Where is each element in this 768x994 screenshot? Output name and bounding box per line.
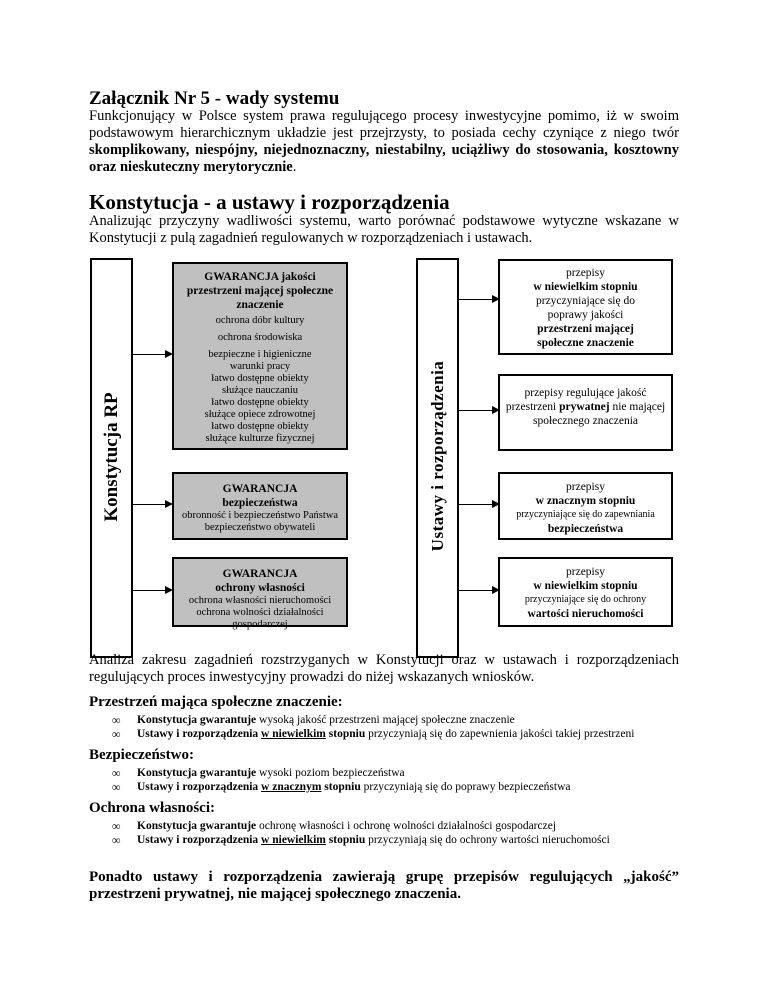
rule-private-bold: prywatnej <box>559 401 610 413</box>
list-item-underline: w niewielkim <box>261 728 326 740</box>
rule-property-subject: wartości nieruchomości <box>527 608 644 620</box>
arrow-to-property <box>133 590 171 591</box>
rule-property-text: przyczyniające się do ochrony <box>524 594 647 605</box>
list-item <box>89 819 679 833</box>
list-item-text: wysoką jakość przestrzeni mającej społeczne znaczenie <box>256 714 515 726</box>
rule-space-subject: przestrzeni mającej społeczne znaczenie <box>537 323 634 349</box>
guarantee-space-item: ochrona środowiska <box>217 332 303 343</box>
list-item-bold: stopniu <box>328 834 366 846</box>
ustawy-label: Ustawy i rozporządzenia <box>428 360 447 552</box>
subsection-title-property: Ochrona własności: <box>89 800 215 816</box>
rule-safety-degree: w znacznym stopniu <box>535 495 636 507</box>
section-title: Konstytucja - a ustawy i rozporządzenia <box>89 190 450 214</box>
list-item-bold: stopniu <box>328 728 366 740</box>
rule-space-text: przyczyniające się do poprawy jakości <box>536 295 635 321</box>
arrow-to-rule-2 <box>459 410 498 411</box>
list-item-bold: Konstytucja gwarantuje <box>137 714 257 726</box>
rule-space-degree: w niewielkim stopniu <box>533 281 638 293</box>
guarantee-property-item: ochrona wolności działalności gospodarczej <box>196 607 324 630</box>
list-item-underline: w znacznym <box>261 781 322 793</box>
guarantee-box-space <box>172 262 348 450</box>
list-item <box>89 727 679 741</box>
subsection-title-space: Przestrzeń mająca społeczne znaczenie: <box>89 694 343 710</box>
guarantee-space-item: łatwo dostępne obiekty służące opiece zdrowotnej <box>204 397 316 420</box>
list-item <box>89 833 679 847</box>
list-item-text: przyczyniają się do poprawy bezpieczeństwa <box>360 781 571 793</box>
guarantee-space-item: łatwo dostępne obiekty służące nauczaniu <box>211 373 309 396</box>
rule-box-space <box>498 259 673 355</box>
rule-space-text: przepisy <box>566 267 605 279</box>
guarantee-space-item: łatwo dostępne obiekty służące kulturze fizycznej <box>205 421 315 444</box>
arrow-to-rule-3 <box>459 504 498 505</box>
rule-safety-text: przyczyniające się do zapewniania <box>516 509 655 520</box>
guarantee-space-title: GWARANCJA jakości przestrzeni mającej społeczne znaczenie <box>186 271 334 311</box>
rule-box-property <box>498 557 673 627</box>
conclusion-paragraph: Ponadto ustawy i rozporządzenia zawierają grupę przepisów regulujących „jakość” przestrzeni prywatnej, nie mającej społecznego znaczenia. <box>89 869 679 902</box>
rule-private-text: nie mającej społecznego znaczenia <box>532 401 666 427</box>
rule-safety-subject: bezpieczeństwa <box>547 523 624 535</box>
guarantee-box-property <box>172 557 348 630</box>
list-item-underline: w niewielkim <box>261 834 326 846</box>
rule-private-text: przepisy regulujące jakość przestrzeni <box>505 387 647 413</box>
list-item-bold: Ustawy i rozporządzenia <box>137 728 259 740</box>
list-item-bold: Konstytucja gwarantuje <box>137 820 257 832</box>
arrow-to-safety <box>133 504 171 505</box>
list-item <box>89 780 679 794</box>
list-item <box>89 766 679 780</box>
intro-text: Funkcjonujący w Polsce system prawa regulującego procesy inwestycyjne pomimo, iż w swoim podstawowym hierarchicznym układzie jest przejrzysty, to posiada cechy czyniące z niego twór <box>89 108 679 141</box>
arrow-to-rule-1 <box>459 299 498 300</box>
subsection-title-safety: Bezpieczeństwo: <box>89 747 194 763</box>
section-intro: Analizując przyczyny wadliwości systemu, warto porównać podstawowe wytyczne wskazane w Konstytucji z pulą zagadnień regulowanych w rozporządzeniach i ustawach. <box>89 213 679 246</box>
list-item-text: wysoki poziom bezpieczeństwa <box>256 767 405 779</box>
list-safety <box>89 766 679 794</box>
rule-box-safety <box>498 472 673 540</box>
rule-property-degree: w niewielkim stopniu <box>533 580 638 592</box>
arrow-to-space <box>133 354 171 355</box>
list-space <box>89 713 679 741</box>
list-item-text: ochronę własności i ochronę wolności działalności gospodarczej <box>256 820 557 832</box>
guarantee-property-item: ochrona własności nieruchomości <box>188 595 332 606</box>
intro-bold-text: skomplikowany, niespójny, niejednoznaczny, niestabilny, uciążliwy do stosowania, kosztowny oraz nieskuteczny merytorycznie <box>89 142 679 175</box>
intro-paragraph <box>89 108 679 176</box>
konstytucja-label: Konstytucja RP <box>101 392 122 522</box>
guarantee-safety-item: obronność i bezpieczeństwo Państwa <box>182 510 338 521</box>
guarantee-safety-item: bezpieczeństwo obywateli <box>204 522 316 533</box>
konstytucja-frame <box>90 258 133 658</box>
ustawy-frame <box>416 258 459 658</box>
list-item-text: przyczyniają się do zapewnienia jakości takiej przestrzeni <box>365 728 635 740</box>
list-item-bold: Konstytucja gwarantuje <box>137 767 257 779</box>
list-item-bold: Ustawy i rozporządzenia <box>137 781 259 793</box>
arrow-to-rule-4 <box>459 590 498 591</box>
rule-safety-text: przepisy <box>566 481 605 493</box>
guarantee-space-item: ochrona dóbr kultury <box>215 315 305 326</box>
rule-box-private <box>498 374 673 451</box>
list-item <box>89 713 679 727</box>
list-item-text: przyczyniają się do ochrony wartości nieruchomości <box>365 834 610 846</box>
page-title: Załącznik Nr 5 - wady systemu <box>89 88 340 109</box>
analysis-paragraph: Analiza zakresu zagadnień rozstrzyganych w Konstytucji oraz w ustawach i rozporządzeniach regulujących proces inwestycyjny prowadzi do niżej wskazanych wniosków. <box>89 652 679 685</box>
list-property <box>89 819 679 847</box>
conclusions <box>89 694 679 847</box>
list-item-bold: stopniu <box>324 781 361 793</box>
guarantee-space-item: bezpieczne i higieniczne warunki pracy <box>208 349 312 372</box>
guarantee-safety-title: GWARANCJA bezpieczeństwa <box>222 483 298 509</box>
guarantee-box-safety <box>172 472 348 540</box>
guarantee-property-title: GWARANCJA ochrony własności <box>215 568 305 594</box>
rule-property-text: przepisy <box>566 566 605 578</box>
list-item-bold: Ustawy i rozporządzenia <box>137 834 259 846</box>
intro-end: . <box>292 159 297 175</box>
